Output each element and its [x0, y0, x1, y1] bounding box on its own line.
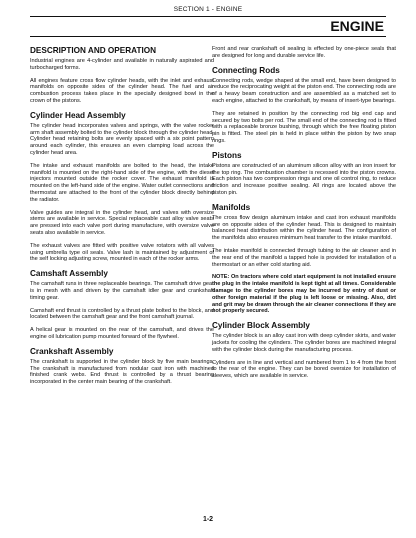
cylinder-head-paragraph: Valve guides are integral in the cylinder head, and valves with oversize stems are available in service. Special replaceable cast alloy valve seats are pressed into each valve port during manufacture, with oversize valve seats also available in service. [30, 209, 214, 236]
manifolds-paragraph: The cross flow design aluminum intake and cast iron exhaust manifolds are on opposite sides of the cylinder head. This is designed to maintain balanced heat distribution within the cylinder head. The configuration of the manifolds also ensures minimum heat transfer to the intake manifold. [212, 214, 396, 242]
cylinder-head-paragraph: The cylinder head incorporates valves and springs, with the valve rocker arm shaft assembly bolted to the cylinder block through the cylinder head. Cylinder head retaining bolts are evenly spaced with a six point pattern around each cylinder, this ensures an even clamping load across the cylinder head area. [30, 122, 214, 156]
connecting-rods-section [212, 66, 396, 145]
crankshaft-section [30, 347, 214, 386]
cylinder-head-paragraph: The intake and exhaust manifolds are bolted to the head, the intake manifold is mounted on the right-hand side of the engine, with the diesel injectors mounted outside the rocker cover. The exhaust manifold is mounted on the left-hand side of the engine. Water outlet connections and thermostat are attached to the front of the cylinder block directly behind the radiator. [30, 162, 214, 203]
camshaft-paragraph: A helical gear is mounted on the rear of the camshaft, and drives the engine oil lubrication pump mounted forward of the flywheel. [30, 327, 214, 340]
camshaft-paragraph: The camshaft runs in three replaceable bearings. The camshaft drive gear is in mesh with and driven by the camshaft idler gear and crankshaft timing gear. [30, 281, 214, 301]
camshaft-heading: Camshaft Assembly [30, 269, 108, 279]
cylinder-head-heading: Cylinder Head Assembly [30, 110, 126, 120]
description-paragraph: All engines feature cross flow cylinder heads, with the inlet and exhaust manifolds on opposite sides of the cylinder head. The fuel and air combustion process takes place in the specially designed bowl in the crown of the pistons. [30, 77, 214, 104]
connecting-rods-paragraph: They are retained in position by the connecting rod big end cap and secured by two bolts per rod. The small end of the connecting rod is fitted with a replaceable bronze bushing, through which the free floating piston pin is fitted. The steel pin is held in place within the piston by two snap rings. [212, 110, 396, 144]
left-column [30, 46, 214, 392]
manifolds-section [212, 203, 396, 315]
pistons-section [212, 151, 396, 197]
oil-seal-paragraph: Front and rear crankshaft oil sealing is effected by one-piece seals that are designed for long and durable service life. [212, 46, 396, 59]
cylinder-head-paragraph: The exhaust valves are fitted with positive valve rotators with all valves using umbrella type oil seals. Valve lash is maintained by adjustment of the self locking adjusting screw, mounted in each of the rocker arms. [30, 242, 214, 263]
crankshaft-paragraph: The crankshaft is supported in the cylinder block by five main bearings. The crankshaft is manufactured from nodular cast iron with machined finished crank webs. End thrust is controlled by a thrust bearing incorporated in the center main bearing of the crankshaft. [30, 358, 214, 386]
cylinder-head-section [30, 111, 214, 263]
section-header: SECTION 1 - ENGINE [173, 6, 243, 13]
cold-start-note: NOTE: On tractors where cold start equipment is not installed ensure the plug in the intake manifold is kept tight at all times. Considerable damage to the cylinder bores may be incurred by entry of dust or other foreign material if the plug is left loose or missing. Also, dirt and grit may be drawn through the air cleaner connections if they are not properly secured. [212, 274, 397, 315]
connecting-rods-paragraph: Connecting rods, wedge shaped at the small end, have been designed to reduce the reciprocating weight at the piston end. The connecting rods are of a heavy beam construction and are assembled as a matched set to each engine, attached to the crankshaft, by means of insert-type bearings. [212, 77, 396, 104]
cylinder-block-heading: Cylinder Block Assembly [212, 321, 310, 331]
pistons-paragraph: Pistons are constructed of an aluminum silicon alloy with an iron insert for the top ring. The combustion chamber is recessed into the piston crowns. Each piston has two compression rings and one oil control ring, to reduce friction and increase positive sealing. All rings are located above the piston pin. [212, 162, 396, 196]
camshaft-section [30, 269, 214, 341]
cylinder-block-section [212, 321, 396, 380]
cylinder-block-paragraph: Cylinders are in line and vertical and numbered from 1 to 4 from the front to the rear of the engine. They can be bored oversize for installation of sleeves, which are available in service. [212, 359, 396, 380]
description-heading: DESCRIPTION AND OPERATION [30, 46, 157, 55]
description-section [30, 46, 214, 105]
cylinder-block-paragraph: The cylinder block is an alloy cast iron with deep cylinder skirts, and water jackets for cooling the cylinders. The cylinder bores are machined integral with the cylinder block during the manufacturing process. [212, 333, 396, 353]
title-bar [30, 16, 386, 37]
page-title: ENGINE [330, 18, 384, 34]
manifolds-heading: Manifolds [212, 202, 251, 212]
description-paragraph: Industrial engines are 4-cylinder and available in naturally aspirated and turbocharged forms. [30, 58, 214, 71]
right-column [212, 46, 396, 386]
page-number: 1-2 [202, 516, 214, 523]
camshaft-paragraph: Camshaft end thrust is controlled by a thrust plate bolted to the block, and located between the camshaft gear and the front camshaft journal. [30, 307, 214, 321]
connecting-rods-heading: Connecting Rods [212, 65, 280, 75]
manifolds-paragraph: The intake manifold is connected through tubing to the air cleaner and in the rear end of the manifold a tapped hole is provided for installation of a thermostart or an ether cold starting aid. [212, 247, 396, 268]
crankshaft-heading: Crankshaft Assembly [30, 346, 114, 356]
pistons-heading: Pistons [212, 150, 242, 160]
